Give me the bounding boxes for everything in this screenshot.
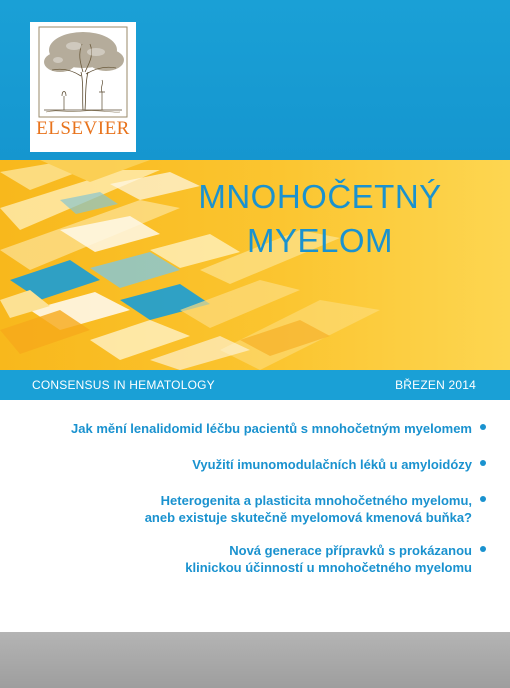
publisher-logo-text: ELSEVIER [36, 118, 130, 139]
series-strip [0, 370, 510, 400]
series-name: CONSENSUS IN HEMATOLOGY [32, 378, 215, 392]
article-item [16, 456, 486, 473]
elsevier-tree-logo-icon [38, 26, 128, 118]
article-title: Nová generace přípravků s prokázanou [229, 543, 472, 558]
top-blue-band [0, 0, 510, 160]
article-title-continued: aneb existuje skutečně myelomová kmenová buňka? [144, 510, 472, 525]
article-title: Jak mění lenalidomid léčbu pacientů s mnohočetným myelomem [71, 421, 472, 436]
bullet-icon [480, 546, 486, 552]
title-line-1: MNOHOČETNÝ [198, 178, 442, 215]
article-title: Heterogenita a plasticita mnohočetného myelomu, [160, 493, 472, 508]
bottom-gray-band [0, 632, 510, 688]
article-item [16, 542, 486, 576]
issue-date: BŘEZEN 2014 [395, 378, 476, 392]
article-title: Využití imunomodulačních léků u amyloidózy [192, 457, 472, 472]
title-line-2: MYELOM [246, 222, 394, 259]
title-banner [0, 160, 510, 370]
article-title-continued: klinickou účinností u mnohočetného myelomu [185, 560, 472, 575]
bullet-icon [480, 460, 486, 466]
elsevier-logo [30, 22, 136, 152]
bullet-icon [480, 496, 486, 502]
bullet-icon [480, 424, 486, 430]
article-item [16, 492, 486, 526]
article-item [16, 420, 486, 437]
